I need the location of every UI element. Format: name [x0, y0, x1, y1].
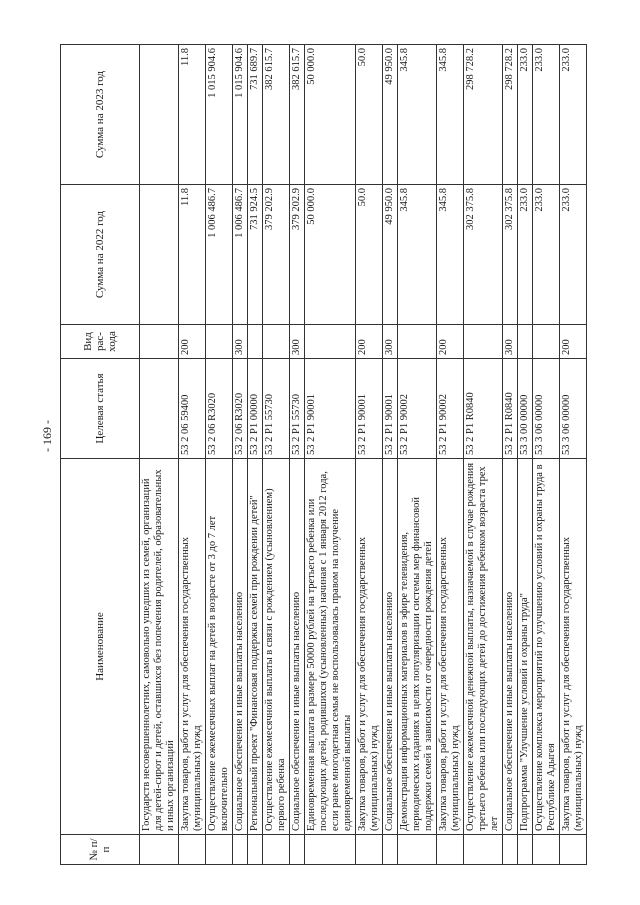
cell-num: [437, 835, 464, 865]
cell-s22: 345.8: [398, 185, 437, 325]
cell-s23: [140, 45, 179, 185]
cell-vid: [533, 325, 560, 359]
cell-name: Единовременная выплата в размере 50000 рублей на третьего ребенка или последующих детей, родившихся (усыновленных) начиная с 1 января 2012 года, если ранее многодетная семья не воспользовалась правом на получение единовременной выплаты: [305, 459, 356, 835]
table-row: [233, 45, 248, 865]
cell-num: [464, 835, 503, 865]
cell-s22: 50.0: [356, 185, 383, 325]
cell-code: 53 2 06 59400: [179, 359, 206, 459]
cell-s23: 382 615.7: [290, 45, 305, 185]
cell-num: [233, 835, 248, 865]
cell-s23: 1 015 904.6: [233, 45, 248, 185]
cell-code: 53 3 00 00000: [518, 359, 533, 459]
table-row: [179, 45, 206, 865]
budget-table-sheet: [60, 45, 620, 865]
cell-name: Закупка товаров, работ и услуг для обеспечения государственных (муниципальных) нужд: [179, 459, 206, 835]
cell-name: Закупка товаров, работ и услуг для обеспечения государственных (муниципальных) нужд: [356, 459, 383, 835]
cell-name: Подпрограмма "Улучшение условий и охраны труда": [518, 459, 533, 835]
cell-vid: [464, 325, 503, 359]
cell-s22: 50 000.0: [305, 185, 356, 325]
cell-name: Демонстрация информационных материалов в эфире телевидения, периодических изданиях в целях популяризации системы мер финансовой поддержки семей в зависимости от очередности рождения детей: [398, 459, 437, 835]
cell-code: 53 2 P1 90001: [305, 359, 356, 459]
table-row: [305, 45, 356, 865]
cell-code: 53 3 06 00000: [533, 359, 560, 459]
table-row: [437, 45, 464, 865]
cell-vid: [518, 325, 533, 359]
cell-vid: [248, 325, 263, 359]
cell-s23: 233.0: [560, 45, 587, 185]
table-row: [248, 45, 263, 865]
table-row: [140, 45, 179, 865]
cell-vid: 200: [437, 325, 464, 359]
cell-num: [179, 835, 206, 865]
header-num: № п/п: [61, 835, 140, 865]
page-number: - 169 -: [40, 420, 54, 452]
cell-s22: [140, 185, 179, 325]
cell-code: 53 2 P1 00000: [248, 359, 263, 459]
cell-code: 53 2 P1 90001: [383, 359, 398, 459]
cell-s22: 1 006 486.7: [206, 185, 233, 325]
cell-num: [533, 835, 560, 865]
table-row: [290, 45, 305, 865]
cell-s22: 345.8: [437, 185, 464, 325]
header-name: Наименование: [61, 459, 140, 835]
table-row: [518, 45, 533, 865]
cell-s23: 731 689.7: [248, 45, 263, 185]
cell-name: Региональный проект "Финансовая поддержка семей при рождении детей": [248, 459, 263, 835]
cell-vid: 200: [179, 325, 206, 359]
cell-code: 53 3 06 00000: [560, 359, 587, 459]
cell-name: Осуществление комплекса мероприятий по улучшению условий и охраны труда в Республике Адыгея: [533, 459, 560, 835]
cell-vid: [206, 325, 233, 359]
table-row: [398, 45, 437, 865]
cell-s22: 233.0: [533, 185, 560, 325]
table-row: [560, 45, 587, 865]
cell-vid: 300: [383, 325, 398, 359]
header-code: Целевая статья: [61, 359, 140, 459]
cell-name: Социальное обеспечение и иные выплаты населению: [503, 459, 518, 835]
cell-name: Закупка товаров, работ и услуг для обеспечения государственных (муниципальных) нужд: [437, 459, 464, 835]
cell-name: Осуществление ежемесячной денежной выплаты, назначаемой в случае рождения третьего ребенка или последующих детей до достижения ребенком возраста трех лет: [464, 459, 503, 835]
cell-num: [518, 835, 533, 865]
cell-s22: 379 202.9: [290, 185, 305, 325]
cell-code: 53 2 P1 90002: [437, 359, 464, 459]
cell-s22: 233.0: [518, 185, 533, 325]
cell-s23: 298 728.2: [503, 45, 518, 185]
cell-vid: [263, 325, 290, 359]
table-row: [383, 45, 398, 865]
cell-num: [290, 835, 305, 865]
cell-num: [503, 835, 518, 865]
cell-s22: 379 202.9: [263, 185, 290, 325]
cell-s23: 345.8: [398, 45, 437, 185]
cell-name: Закупка товаров, работ и услуг для обеспечения государственных (муниципальных) нужд: [560, 459, 587, 835]
cell-vid: 300: [233, 325, 248, 359]
cell-name: Осуществление ежемесячных выплат на детей в возрасте от 3 до 7 лет включительно: [206, 459, 233, 835]
cell-code: 53 2 P1 55730: [290, 359, 305, 459]
cell-s23: 345.8: [437, 45, 464, 185]
cell-num: [305, 835, 356, 865]
cell-vid: [140, 325, 179, 359]
cell-code: [140, 359, 179, 459]
cell-s23: 49 950.0: [383, 45, 398, 185]
cell-s22: 49 950.0: [383, 185, 398, 325]
cell-s23: 382 615.7: [263, 45, 290, 185]
cell-code: 53 2 P1 55730: [263, 359, 290, 459]
table-row: [263, 45, 290, 865]
cell-name: Государств несовершеннолетних, самовольно ушедших из семей, организаций для детей-сирот и детей, оставшихся без попечения родителей, образовательных и иных организаций: [140, 459, 179, 835]
cell-num: [560, 835, 587, 865]
cell-vid: [305, 325, 356, 359]
cell-num: [206, 835, 233, 865]
header-sum-2023: Сумма на 2023 год: [61, 45, 140, 185]
cell-num: [383, 835, 398, 865]
cell-vid: [398, 325, 437, 359]
cell-s23: 233.0: [533, 45, 560, 185]
table-body: [140, 45, 587, 865]
budget-table: [60, 44, 587, 865]
cell-code: 53 2 P1 90001: [356, 359, 383, 459]
cell-code: 53 2 P1 R0840: [503, 359, 518, 459]
table-row: [503, 45, 518, 865]
header-vid: Вид рас-хода: [61, 325, 140, 359]
cell-code: 53 2 P1 R0840: [464, 359, 503, 459]
cell-s23: 298 728.2: [464, 45, 503, 185]
cell-vid: 200: [560, 325, 587, 359]
cell-code: 53 2 06 R3020: [206, 359, 233, 459]
table-row: [464, 45, 503, 865]
cell-code: 53 2 06 R3020: [233, 359, 248, 459]
cell-s22: 302 375.8: [464, 185, 503, 325]
cell-num: [248, 835, 263, 865]
cell-num: [356, 835, 383, 865]
header-sum-2022: Сумма на 2022 год: [61, 185, 140, 325]
cell-num: [263, 835, 290, 865]
table-row: [206, 45, 233, 865]
cell-s22: 233.0: [560, 185, 587, 325]
cell-s23: 1 015 904.6: [206, 45, 233, 185]
table-header-row: [61, 45, 140, 865]
cell-name: Социальное обеспечение и иные выплаты населению: [233, 459, 248, 835]
cell-s22: 302 375.8: [503, 185, 518, 325]
cell-vid: 300: [503, 325, 518, 359]
table-row: [356, 45, 383, 865]
cell-name: Социальное обеспечение и иные выплаты населению: [290, 459, 305, 835]
cell-s22: 731 924.5: [248, 185, 263, 325]
cell-s23: 233.0: [518, 45, 533, 185]
cell-vid: 300: [290, 325, 305, 359]
cell-s23: 11.8: [179, 45, 206, 185]
cell-s22: 1 006 486.7: [233, 185, 248, 325]
cell-num: [398, 835, 437, 865]
cell-s23: 50 000.0: [305, 45, 356, 185]
table-row: [533, 45, 560, 865]
cell-s22: 11.8: [179, 185, 206, 325]
cell-name: Социальное обеспечение и иные выплаты населению: [383, 459, 398, 835]
cell-num: [140, 835, 179, 865]
cell-name: Осуществление ежемесячной выплаты в связи с рождением (усыновлением) первого ребенка: [263, 459, 290, 835]
cell-s23: 50.0: [356, 45, 383, 185]
cell-vid: 200: [356, 325, 383, 359]
cell-code: 53 2 P1 90002: [398, 359, 437, 459]
